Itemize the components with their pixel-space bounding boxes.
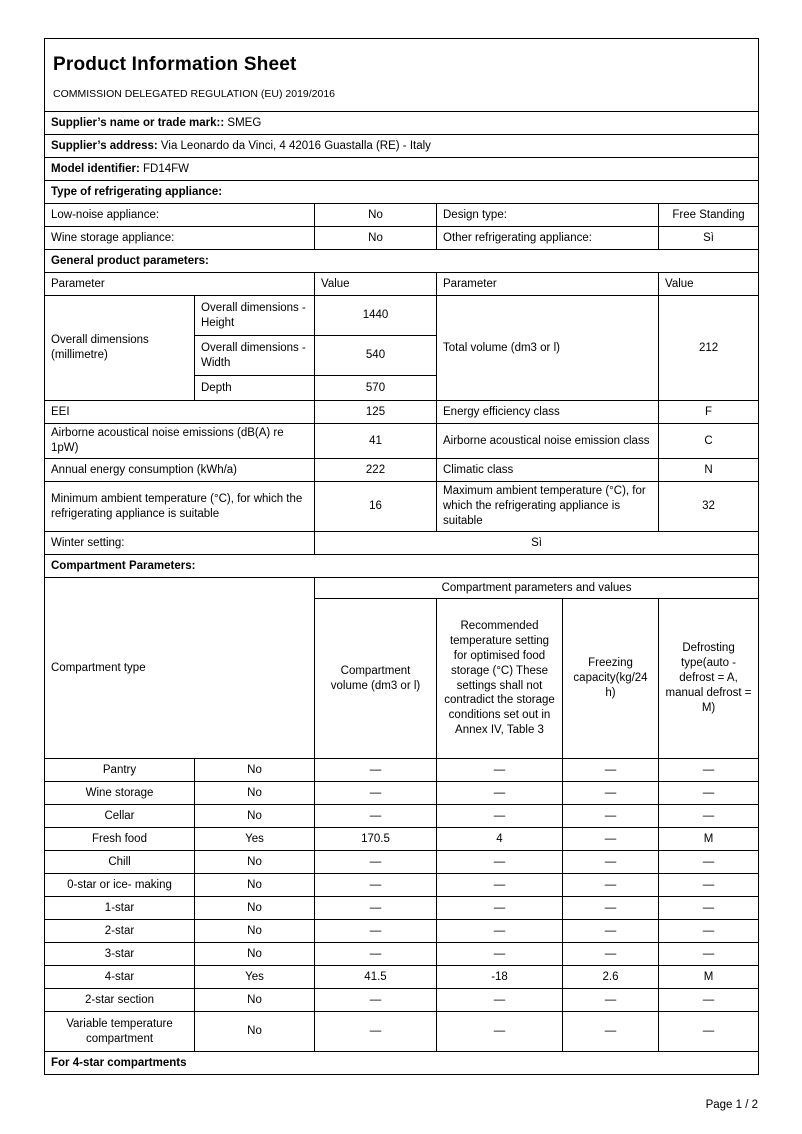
compartment-freezing-cell: — (563, 1012, 659, 1052)
winter-setting-label: Winter setting: (45, 532, 315, 555)
type-value-right: Free Standing (659, 204, 759, 227)
general-label-right: Energy efficiency class (437, 401, 659, 424)
model-identifier-cell (45, 158, 759, 181)
type-value-right: Sì (659, 227, 759, 250)
compartment-defrost-cell: — (659, 782, 759, 805)
compartment-temp-cell: — (437, 782, 563, 805)
compartment-name-cell: Cellar (45, 805, 195, 828)
supplier-address-cell (45, 135, 759, 158)
compartment-present-cell: No (195, 1012, 315, 1052)
compartment-temp-cell: — (437, 874, 563, 897)
general-row (45, 424, 759, 459)
general-label-right: Maximum ambient temperature (°C), for which the refrigerating appliance is suitable (437, 482, 659, 532)
type-row (45, 204, 759, 227)
compartment-freezing-cell: 2.6 (563, 966, 659, 989)
model-identifier-row (45, 158, 759, 181)
type-label-right: Design type: (437, 204, 659, 227)
compartment-freezing-cell: — (563, 851, 659, 874)
compartment-row (45, 897, 759, 920)
compartment-name-cell: Variable temperature compartment (45, 1012, 195, 1052)
dimensions-height-row (45, 296, 759, 336)
supplier-name-cell (45, 112, 759, 135)
general-value-right: 32 (659, 482, 759, 532)
compartment-present-cell: No (195, 782, 315, 805)
title-cell (45, 39, 759, 112)
compartment-present-cell: No (195, 851, 315, 874)
compartment-name-cell: Pantry (45, 759, 195, 782)
compartment-freezing-cell: — (563, 897, 659, 920)
compartment-defrost-cell: — (659, 989, 759, 1012)
compartment-section-header: Compartment Parameters: (45, 555, 759, 578)
compartment-volume-cell: 170.5 (315, 828, 437, 851)
supplier-address-label: Supplier’s address: (51, 139, 158, 152)
compartment-row (45, 782, 759, 805)
general-value-right: N (659, 459, 759, 482)
type-label-left: Wine storage appliance: (45, 227, 315, 250)
general-label-left: Annual energy consumption (kWh/a) (45, 459, 315, 482)
dimension-label: Depth (195, 376, 315, 401)
compartment-defrost-cell: — (659, 943, 759, 966)
compartment-name-cell: 2-star section (45, 989, 195, 1012)
dimension-value: 570 (315, 376, 437, 401)
compartment-volume-cell: — (315, 759, 437, 782)
parameter-header: Parameter (437, 273, 659, 296)
general-label-right: Airborne acoustical noise emission class (437, 424, 659, 459)
general-row (45, 459, 759, 482)
general-section-header: General product parameters: (45, 250, 759, 273)
compartment-name-cell: Wine storage (45, 782, 195, 805)
compartment-defrost-cell: M (659, 966, 759, 989)
compartment-temp-cell: -18 (437, 966, 563, 989)
dimension-label: Overall dimensions - Width (195, 336, 315, 376)
compartment-present-cell: No (195, 805, 315, 828)
page-title: Product Information Sheet (53, 54, 297, 75)
type-value-left: No (315, 204, 437, 227)
compartment-row (45, 759, 759, 782)
compartment-row (45, 920, 759, 943)
compartment-volume-cell: 41.5 (315, 966, 437, 989)
compartment-volume-header: Compartment volume (dm3 or l) (315, 599, 437, 759)
compartment-defrost-cell: — (659, 920, 759, 943)
supplier-name-label: Supplier’s name or trade mark:: (51, 116, 225, 129)
type-value-left: No (315, 227, 437, 250)
parameter-value-header-row (45, 273, 759, 296)
general-row (45, 482, 759, 532)
compartment-defrost-cell: — (659, 759, 759, 782)
compartment-present-cell: No (195, 874, 315, 897)
compartment-type-header: Compartment type (45, 578, 315, 759)
compartment-temp-cell: — (437, 1012, 563, 1052)
compartment-temp-cell: — (437, 851, 563, 874)
general-value-left: 125 (315, 401, 437, 424)
compartment-volume-cell: — (315, 805, 437, 828)
compartment-group-header-row (45, 578, 759, 599)
general-value-right: C (659, 424, 759, 459)
type-label-left: Low-noise appliance: (45, 204, 315, 227)
supplier-address-value: Via Leonardo da Vinci, 4 42016 Guastalla (RE) - Italy (157, 139, 431, 152)
compartment-name-cell: 3-star (45, 943, 195, 966)
compartment-defrost-cell: — (659, 851, 759, 874)
winter-setting-value: Sì (315, 532, 759, 555)
total-volume-value: 212 (659, 296, 759, 401)
general-value-left: 222 (315, 459, 437, 482)
compartment-row (45, 943, 759, 966)
four-star-section-header: For 4-star compartments (45, 1052, 759, 1075)
compartment-freezing-cell: — (563, 828, 659, 851)
compartment-temp-cell: — (437, 920, 563, 943)
parameter-header: Parameter (45, 273, 315, 296)
compartment-row (45, 851, 759, 874)
general-label-left: Airborne acoustical noise emissions (dB(A) re 1pW) (45, 424, 315, 459)
compartment-present-cell: Yes (195, 966, 315, 989)
compartment-name-cell: Fresh food (45, 828, 195, 851)
supplier-name-row (45, 112, 759, 135)
compartment-volume-cell: — (315, 782, 437, 805)
compartment-group-header: Compartment parameters and values (315, 578, 759, 599)
compartment-name-cell: 1-star (45, 897, 195, 920)
compartment-temp-cell: — (437, 805, 563, 828)
compartment-temp-cell: — (437, 943, 563, 966)
compartment-volume-cell: — (315, 874, 437, 897)
compartment-freezing-cell: — (563, 943, 659, 966)
compartment-row (45, 805, 759, 828)
dimensions-group-label: Overall dimensions (millimetre) (45, 296, 195, 401)
type-section-header: Type of refrigerating appliance: (45, 181, 759, 204)
compartment-temp-cell: — (437, 759, 563, 782)
dimension-label: Overall dimensions - Height (195, 296, 315, 336)
type-label-right: Other refrigerating appliance: (437, 227, 659, 250)
compartment-defrost-cell: — (659, 1012, 759, 1052)
compartment-name-cell: 2-star (45, 920, 195, 943)
compartment-name-cell: Chill (45, 851, 195, 874)
compartment-temperature-header: Recommended temperature setting for optimised food storage (°C) These settings shall not contradict the storage conditions set out in Annex IV, Table 3 (437, 599, 563, 759)
compartment-present-cell: Yes (195, 828, 315, 851)
compartment-freezing-cell: — (563, 782, 659, 805)
compartment-section-header-row (45, 555, 759, 578)
compartment-defrost-cell: — (659, 874, 759, 897)
general-section-header-row (45, 250, 759, 273)
compartment-freezing-cell: — (563, 920, 659, 943)
title-row (45, 39, 759, 112)
product-information-sheet (44, 38, 758, 1075)
general-value-left: 41 (315, 424, 437, 459)
compartment-row (45, 828, 759, 851)
compartment-volume-cell: — (315, 851, 437, 874)
type-row (45, 227, 759, 250)
winter-setting-row (45, 532, 759, 555)
regulation-subtitle: COMMISSION DELEGATED REGULATION (EU) 2019/2016 (53, 87, 336, 100)
compartment-defrost-cell: M (659, 828, 759, 851)
compartment-present-cell: No (195, 759, 315, 782)
compartment-row (45, 1012, 759, 1052)
compartment-name-cell: 0-star or ice- making (45, 874, 195, 897)
compartment-freezing-cell: — (563, 759, 659, 782)
general-row (45, 401, 759, 424)
compartment-present-cell: No (195, 920, 315, 943)
product-info-table (44, 38, 759, 1075)
supplier-name-value: SMEG (224, 116, 262, 129)
general-label-left: EEI (45, 401, 315, 424)
total-volume-label: Total volume (dm3 or l) (437, 296, 659, 401)
four-star-section-header-row (45, 1052, 759, 1075)
compartment-name-cell: 4-star (45, 966, 195, 989)
compartment-freezing-cell: — (563, 989, 659, 1012)
compartment-row (45, 874, 759, 897)
dimension-value: 540 (315, 336, 437, 376)
type-section-header-row (45, 181, 759, 204)
general-label-right: Climatic class (437, 459, 659, 482)
compartment-row (45, 989, 759, 1012)
compartment-freezing-header: Freezing capacity(kg/24 h) (563, 599, 659, 759)
compartment-defrost-cell: — (659, 805, 759, 828)
compartment-present-cell: No (195, 943, 315, 966)
model-identifier-value: FD14FW (139, 162, 190, 175)
dimension-value: 1440 (315, 296, 437, 336)
general-label-left: Minimum ambient temperature (°C), for which the refrigerating appliance is suitable (45, 482, 315, 532)
compartment-freezing-cell: — (563, 805, 659, 828)
compartment-freezing-cell: — (563, 874, 659, 897)
compartment-volume-cell: — (315, 1012, 437, 1052)
page-number: Page 1 / 2 (705, 1099, 758, 1111)
model-identifier-label: Model identifier: (51, 162, 140, 175)
compartment-defrost-cell: — (659, 897, 759, 920)
compartment-row (45, 966, 759, 989)
general-value-left: 16 (315, 482, 437, 532)
value-header: Value (315, 273, 437, 296)
compartment-present-cell: No (195, 897, 315, 920)
value-header: Value (659, 273, 759, 296)
compartment-volume-cell: — (315, 989, 437, 1012)
compartment-volume-cell: — (315, 943, 437, 966)
compartment-volume-cell: — (315, 897, 437, 920)
compartment-volume-cell: — (315, 920, 437, 943)
compartment-temp-cell: — (437, 897, 563, 920)
compartment-temp-cell: — (437, 989, 563, 1012)
compartment-defrost-header: Defrosting type(auto - defrost = A, manual defrost = M) (659, 599, 759, 759)
supplier-address-row (45, 135, 759, 158)
compartment-present-cell: No (195, 989, 315, 1012)
compartment-temp-cell: 4 (437, 828, 563, 851)
general-value-right: F (659, 401, 759, 424)
